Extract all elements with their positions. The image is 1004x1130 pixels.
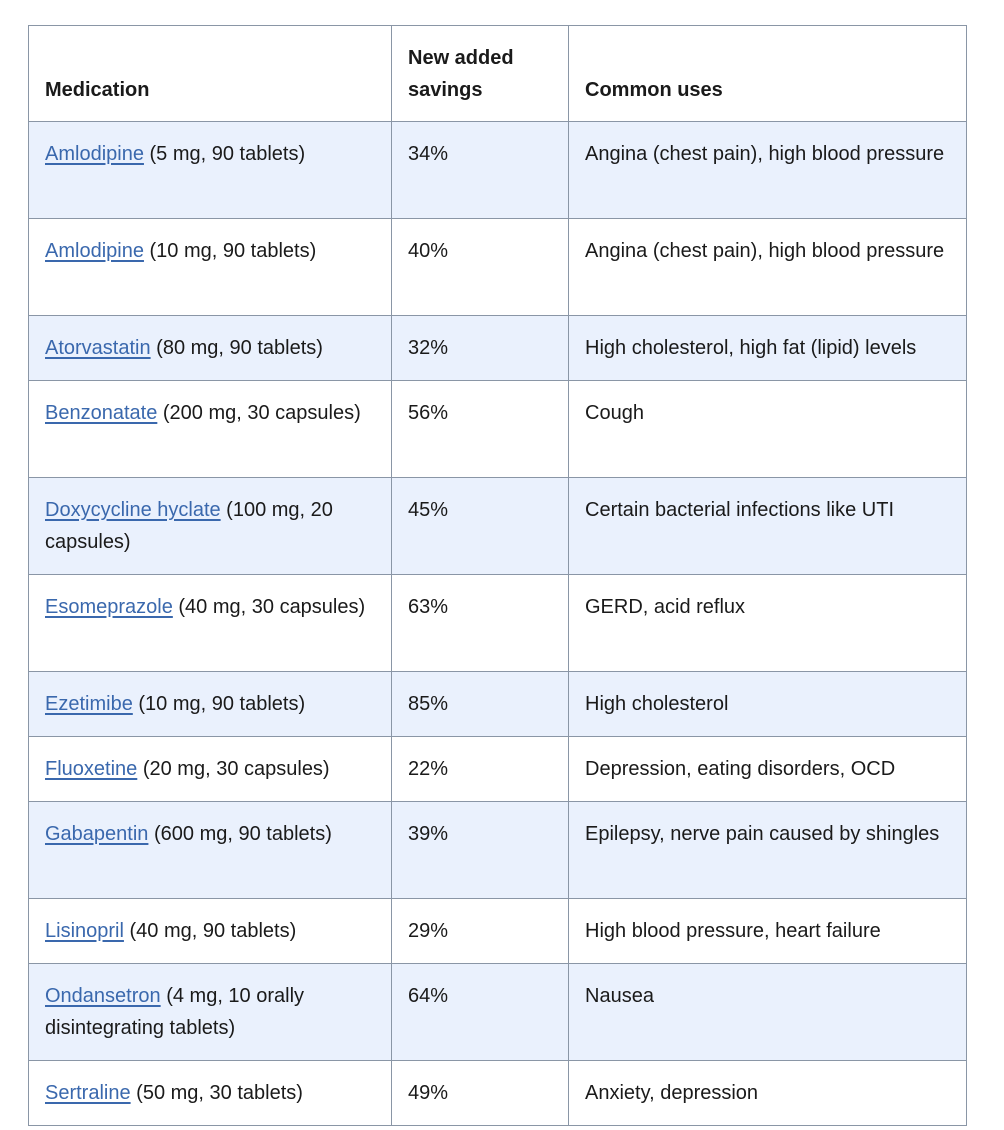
uses-cell: Nausea: [569, 964, 967, 1061]
table-row: [29, 575, 967, 672]
medication-link[interactable]: Ondansetron: [45, 985, 161, 1007]
uses-cell: Angina (chest pain), high blood pressure: [569, 122, 967, 219]
header-common-uses: Common uses: [569, 26, 967, 122]
medication-link[interactable]: Doxycycline hyclate: [45, 499, 221, 521]
medication-detail: (200 mg, 30 capsules): [157, 402, 361, 424]
uses-cell: Anxiety, depression: [569, 1061, 967, 1126]
medication-detail: (80 mg, 90 tablets): [150, 337, 323, 359]
medication-detail: (5 mg, 90 tablets): [143, 143, 306, 165]
table-row: [29, 737, 967, 802]
uses-cell: High blood pressure, heart failure: [569, 899, 967, 964]
table-row: [29, 672, 967, 737]
medication-detail: (40 mg, 90 tablets): [123, 920, 297, 942]
table-row: [29, 122, 967, 219]
header-savings: New added savings: [392, 26, 569, 122]
savings-cell: 85%: [392, 672, 569, 737]
medication-cell: [29, 899, 392, 964]
medication-detail: (4 mg, 10 orally disintegrating tablets): [45, 985, 305, 1039]
medication-detail: (50 mg, 30 tablets): [130, 1082, 303, 1104]
medication-cell: [29, 381, 392, 478]
savings-cell: 39%: [392, 802, 569, 899]
medication-savings-table: [28, 25, 967, 1126]
medication-detail: (10 mg, 90 tablets): [143, 240, 317, 262]
medication-link[interactable]: Gabapentin: [45, 823, 149, 845]
uses-cell: High cholesterol: [569, 672, 967, 737]
medication-link[interactable]: Sertraline: [45, 1082, 131, 1104]
savings-cell: 56%: [392, 381, 569, 478]
savings-cell: 34%: [392, 122, 569, 219]
table-row: [29, 899, 967, 964]
medication-cell: [29, 316, 392, 381]
medication-cell: [29, 1061, 392, 1126]
medication-cell: [29, 219, 392, 316]
savings-cell: 63%: [392, 575, 569, 672]
savings-cell: 40%: [392, 219, 569, 316]
uses-cell: Cough: [569, 381, 967, 478]
medication-link[interactable]: Ezetimibe: [45, 693, 133, 715]
medication-link[interactable]: Lisinopril: [45, 920, 124, 942]
table-body: [29, 122, 967, 1126]
savings-cell: 32%: [392, 316, 569, 381]
uses-cell: Epilepsy, nerve pain caused by shingles: [569, 802, 967, 899]
table-row: [29, 964, 967, 1061]
table-row: [29, 478, 967, 575]
table-row: [29, 316, 967, 381]
uses-cell: Certain bacterial infections like UTI: [569, 478, 967, 575]
uses-cell: Depression, eating disorders, OCD: [569, 737, 967, 802]
medication-cell: [29, 122, 392, 219]
medication-cell: [29, 672, 392, 737]
uses-cell: High cholesterol, high fat (lipid) levels: [569, 316, 967, 381]
medication-detail: (100 mg, 20 capsules): [45, 499, 333, 553]
header-row: [29, 26, 967, 122]
table-row: [29, 219, 967, 316]
medication-cell: [29, 802, 392, 899]
medication-detail: (600 mg, 90 tablets): [148, 823, 332, 845]
medication-detail: (10 mg, 90 tablets): [132, 693, 306, 715]
medication-detail: (40 mg, 30 capsules): [172, 596, 366, 618]
medication-cell: [29, 964, 392, 1061]
savings-cell: 22%: [392, 737, 569, 802]
uses-cell: Angina (chest pain), high blood pressure: [569, 219, 967, 316]
table-header: [29, 26, 967, 122]
medication-link[interactable]: Esomeprazole: [45, 596, 173, 618]
medication-link[interactable]: Amlodipine: [45, 143, 144, 165]
table-row: [29, 802, 967, 899]
header-medication: Medication: [29, 26, 392, 122]
savings-cell: 29%: [392, 899, 569, 964]
medication-link[interactable]: Atorvastatin: [45, 337, 151, 359]
uses-cell: GERD, acid reflux: [569, 575, 967, 672]
medication-savings-table-container: [28, 25, 966, 1126]
medication-cell: [29, 478, 392, 575]
medication-link[interactable]: Benzonatate: [45, 402, 158, 424]
medication-cell: [29, 737, 392, 802]
table-row: [29, 381, 967, 478]
savings-cell: 49%: [392, 1061, 569, 1126]
medication-link[interactable]: Fluoxetine: [45, 758, 138, 780]
medication-link[interactable]: Amlodipine: [45, 240, 144, 262]
savings-cell: 45%: [392, 478, 569, 575]
medication-detail: (20 mg, 30 capsules): [137, 758, 330, 780]
savings-cell: 64%: [392, 964, 569, 1061]
table-row: [29, 1061, 967, 1126]
medication-cell: [29, 575, 392, 672]
